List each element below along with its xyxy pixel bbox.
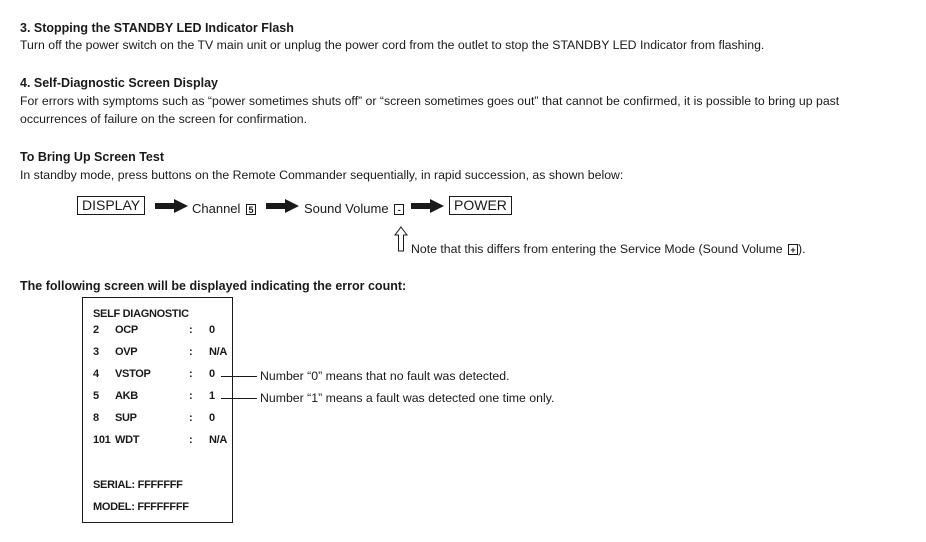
error-number: 3 <box>93 346 99 358</box>
error-number: 101 <box>93 434 111 446</box>
channel-step <box>192 201 256 216</box>
error-name: SUP <box>115 412 137 424</box>
section-4-text-line-2: occurrences of failure on the screen for confirmation. <box>20 112 308 126</box>
separator: : <box>189 368 193 380</box>
volume-minus-key: - <box>394 204 404 215</box>
right-arrow-icon <box>155 199 189 213</box>
error-count: 1 <box>209 390 215 402</box>
right-arrow-icon <box>266 199 300 213</box>
note-end: ). <box>798 242 806 256</box>
error-number: 2 <box>93 324 99 336</box>
screen-test-heading: To Bring Up Screen Test <box>20 150 165 164</box>
screen-test-text: In standby mode, press buttons on the Remote Commander sequentially, in rapid succession, as shown below: <box>20 168 624 182</box>
error-number: 4 <box>93 368 99 380</box>
callout-one: Number “1” means a fault was detected one time only. <box>260 391 555 405</box>
section-3-text: Turn off the power switch on the TV main unit or unplug the power cord from the outlet to stop the STANDBY LED Indicator from flashing. <box>20 38 765 52</box>
error-name: OVP <box>115 346 138 358</box>
error-name: VSTOP <box>115 368 151 380</box>
error-count: 0 <box>209 368 215 380</box>
error-name: OCP <box>115 324 138 336</box>
volume-plus-key: + <box>788 244 798 255</box>
leader-line-zero <box>221 376 257 377</box>
model-line: MODEL: FFFFFFFF <box>93 501 189 513</box>
note-text: Note that this differs from entering the Service Mode (Sound Volume <box>411 242 783 256</box>
callout-zero: Number “0” means that no fault was detected. <box>260 369 510 383</box>
channel-label: Channel <box>192 201 241 216</box>
leader-line-one <box>221 398 257 399</box>
error-name: WDT <box>115 434 140 446</box>
self-diagnostic-screen <box>82 297 233 523</box>
section-4-heading: 4. Self-Diagnostic Screen Display <box>20 76 218 90</box>
right-arrow-icon <box>411 199 445 213</box>
error-number: 5 <box>93 390 99 402</box>
separator: : <box>189 390 193 402</box>
power-key: POWER <box>449 196 512 215</box>
serial-line: SERIAL: FFFFFFF <box>93 479 183 491</box>
separator: : <box>189 434 193 446</box>
separator: : <box>189 324 193 336</box>
channel-5-key: 5 <box>246 204 256 215</box>
error-number: 8 <box>93 412 99 424</box>
error-name: AKB <box>115 390 138 402</box>
error-count: 0 <box>209 412 215 424</box>
separator: : <box>189 346 193 358</box>
separator: : <box>189 412 193 424</box>
section-3-heading: 3. Stopping the STANDBY LED Indicator Flash <box>20 21 294 35</box>
following-screen-heading: The following screen will be displayed indicating the error count: <box>20 279 407 293</box>
diagnostic-title: SELF DIAGNOSTIC <box>93 308 189 320</box>
error-count: 0 <box>209 324 215 336</box>
volume-step <box>304 201 404 216</box>
section-4-text-line-1: For errors with symptoms such as “power sometimes shuts off” or “screen sometimes goes out” that cannot be confirmed, it is possible to bring up past <box>20 94 840 108</box>
error-count: N/A <box>209 346 228 358</box>
up-arrow-icon <box>394 226 408 252</box>
sound-volume-label: Sound Volume <box>304 201 389 216</box>
error-count: N/A <box>209 434 228 446</box>
display-key: DISPLAY <box>77 196 145 215</box>
service-mode-note <box>411 240 806 258</box>
